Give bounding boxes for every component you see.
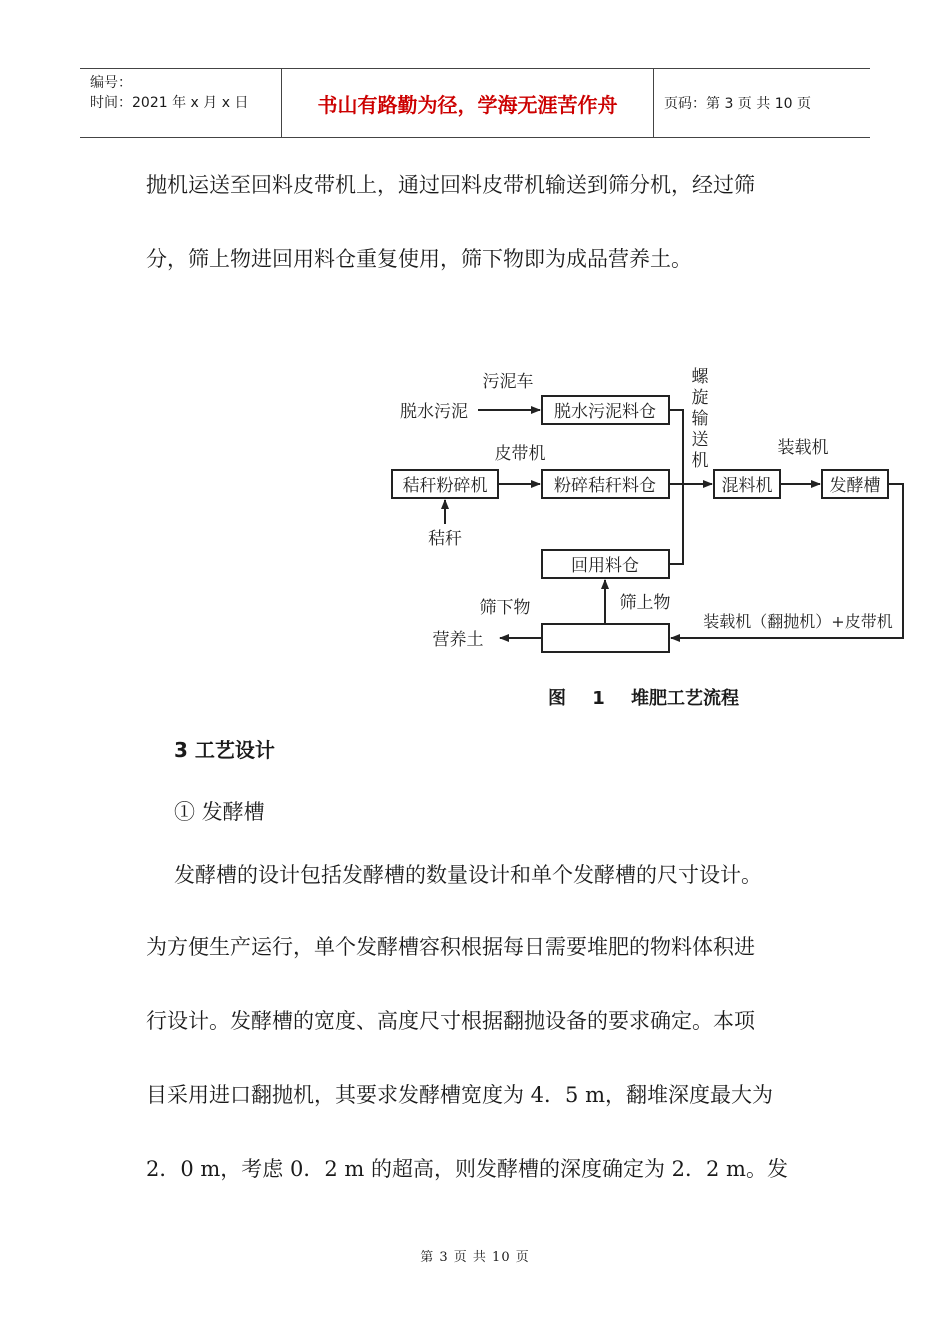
label-oversize: 筛上物 — [619, 593, 671, 613]
label-return-conveyor: 装载机（翻抛机）+皮带机 — [703, 612, 893, 631]
body-line-1: 发酵槽的设计包括发酵槽的数量设计和单个发酵槽的尺寸设计。 — [174, 863, 762, 887]
label-straw: 秸秆 — [428, 529, 462, 549]
page-header — [80, 68, 870, 138]
time-label: 时间：2021 年 x 月 x 日 — [90, 95, 249, 111]
label-nutrient-soil: 营养土 — [432, 630, 484, 650]
header-motto: 书山有路勤为径，学海无涯苦作舟 — [282, 69, 654, 137]
section-heading: 3 工艺设计 — [174, 738, 275, 762]
intro-line-1: 抛机运送至回料皮带机上，通过回料皮带机输送到筛分机，经过筛 — [146, 173, 755, 197]
header-meta — [80, 69, 282, 137]
label-dewatered-sludge: 脱水污泥 — [400, 402, 468, 422]
label-belt-conveyor: 皮带机 — [494, 444, 546, 464]
label-reuse-bin: 回用料仓 — [571, 556, 639, 576]
box-screener — [542, 624, 669, 652]
label-sludge-truck: 污泥车 — [482, 372, 534, 392]
label-loader: 装载机 — [777, 438, 829, 458]
header-page-info: 页码：第 3 页 共 10 页 — [664, 96, 811, 112]
label-fermentation-tank: 发酵槽 — [829, 476, 881, 496]
body-line-2: 为方便生产运行，单个发酵槽容积根据每日需要堆肥的物料体积进 — [146, 935, 755, 959]
label-straw-crusher: 秸秆粉碎机 — [402, 476, 488, 496]
body-line-3: 行设计。发酵槽的宽度、高度尺寸根据翻抛设备的要求确定。本项 — [146, 1009, 755, 1033]
label-sludge-bin: 脱水污泥料仓 — [554, 402, 656, 422]
body-line-5: 2．0 m，考虑 0．2 m 的超高，则发酵槽的深度确定为 2．2 m。发 — [146, 1157, 788, 1181]
label-crushed-straw-bin: 粉碎秸秆料仓 — [554, 476, 656, 496]
body-line-4: 目采用进口翻抛机，其要求发酵槽宽度为 4．5 m，翻堆深度最大为 — [146, 1083, 773, 1107]
label-mixer: 混料机 — [721, 476, 773, 496]
section-subheading: ① 发酵槽 — [174, 800, 265, 824]
label-undersize: 筛下物 — [479, 598, 531, 618]
figure-caption: 图 1 堆肥工艺流程 — [548, 688, 740, 709]
page-footer: 第 3 页 共 10 页 — [420, 1250, 530, 1265]
label-screw-conveyor: 螺旋输送机 — [691, 367, 709, 471]
intro-line-2: 分，筛上物进回用料仓重复使用，筛下物即为成品营养土。 — [146, 247, 692, 271]
process-flow-diagram — [380, 362, 920, 682]
number-label: 编号： — [90, 75, 132, 91]
